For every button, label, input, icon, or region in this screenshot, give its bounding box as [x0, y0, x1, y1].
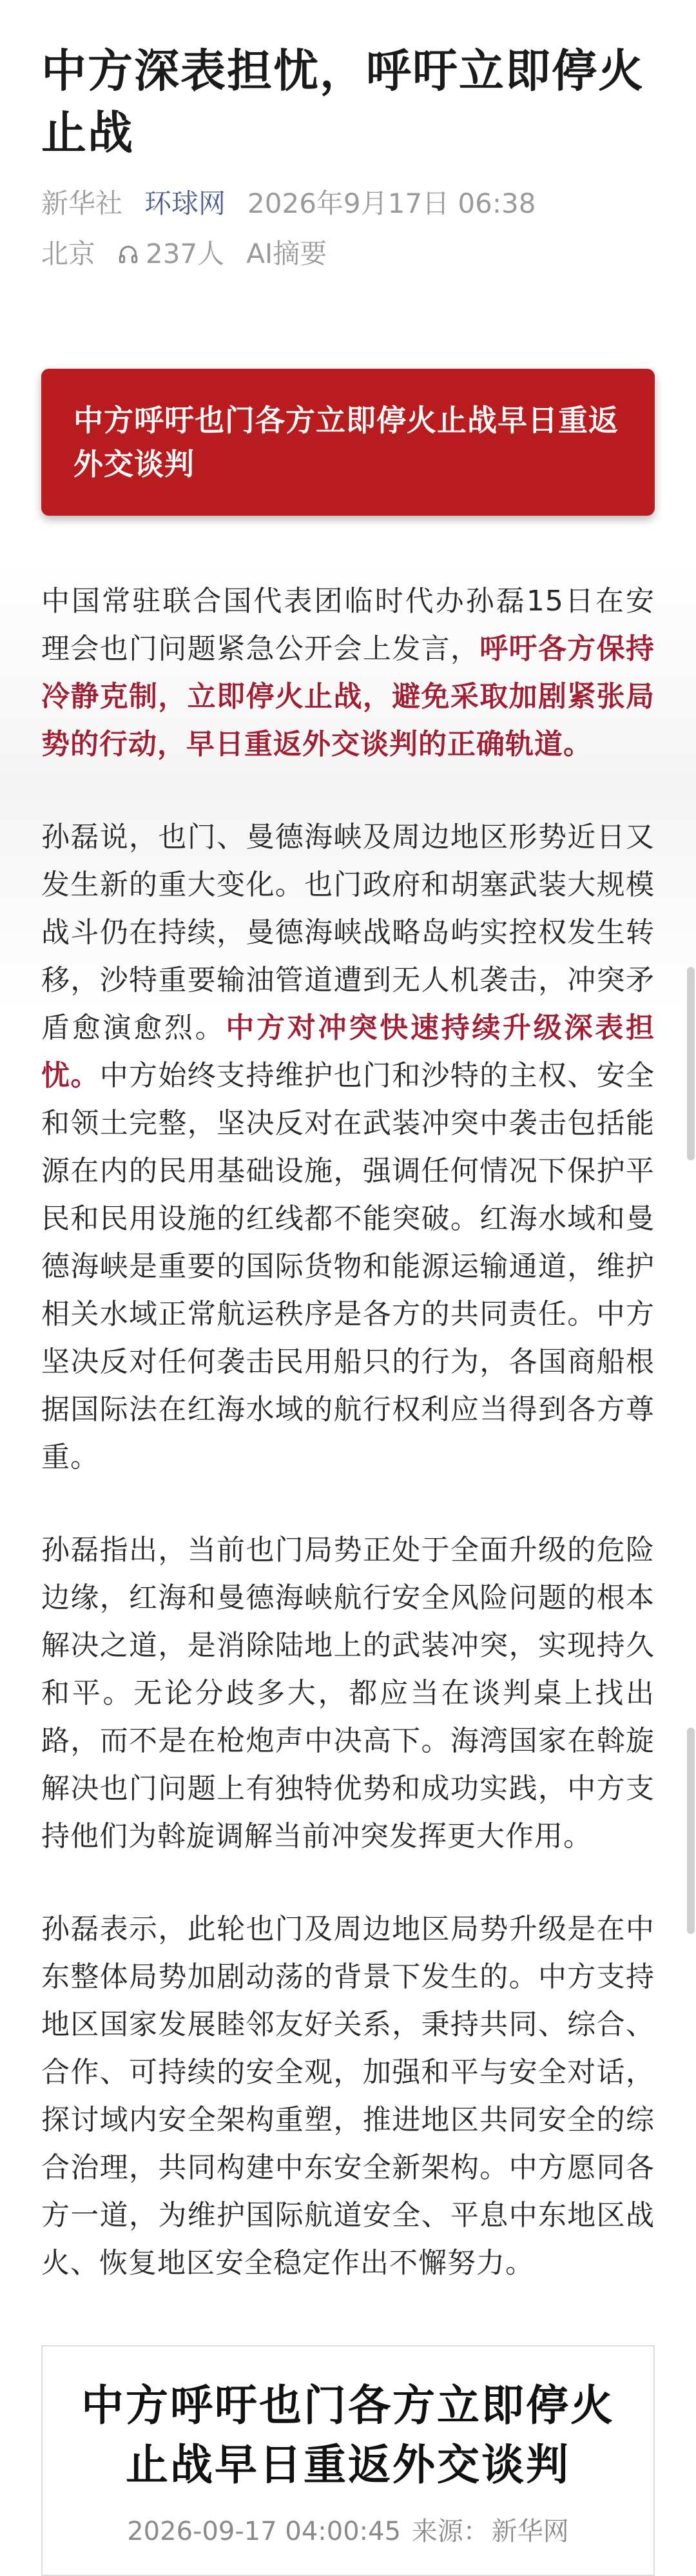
- paragraph-3-text: 孙磊指出，当前也门局势正处于全面升级的危险边缘，红海和曼德海峡航行安全风险问题的根本解决之道，是消除陆地上的武装冲突，实现持久和平。无论分歧多大，都应当在谈判桌上找出路，而不是在枪炮声中决高下。海湾国家在斡旋解决也门问题上有独特优势和成功实践，中方支持他们为斡旋调解当前冲突发挥更大作用。: [41, 1534, 655, 1853]
- paragraph-1-text: 中国常驻联合国代表团临时代办孙磊15日在安理会也门问题紧急公开会上发言，: [41, 585, 655, 665]
- source-xinhua: 新华社: [41, 188, 123, 219]
- related-article-datetime: 2026-09-17 04:00:45: [127, 2517, 401, 2546]
- location: 北京: [41, 238, 96, 269]
- banner-text: 中方呼吁也门各方立即停火止战早日重返外交谈判: [73, 403, 619, 482]
- publish-datetime: 2026年9月17日 06:38: [247, 188, 536, 219]
- paragraph-2-text-b: 中方始终支持维护也门和沙特的主权、安全和领土完整，坚决反对在武装冲突中袭击包括能源在内的民用基础设施，强调任何情况下保护平民和民用设施的红线都不能突破。红海水域和曼德海峡是重要的国际货物和能源运输通道，维护相关水域正常航运秩序是各方的共同责任。中方坚决反对任何袭击民用船只的行为，各国商船根据国际法在红海水域的航行权利应当得到各方尊重。: [41, 1059, 655, 1474]
- article-body: [41, 578, 655, 2287]
- scrollbar-thumb[interactable]: [687, 967, 695, 1160]
- ai-summary-button[interactable]: AI摘要: [246, 238, 327, 269]
- paragraph-2-text-a: 孙磊说，也门、曼德海峡及周边地区形势近日又发生新的重大变化。也门政府和胡塞武装大规模战斗仍在持续，曼德海峡战略岛屿实控权发生转移，沙特重要输油管道遭到无人机袭击，冲突矛盾愈演愈烈。: [41, 821, 655, 1044]
- related-article-meta: [62, 2514, 634, 2549]
- headphones-icon[interactable]: [117, 243, 139, 265]
- listener-count[interactable]: 237人: [146, 238, 225, 269]
- article-title: 中方深表担忧，呼吁立即停火止战: [41, 44, 644, 159]
- scrollbar-thumb-secondary[interactable]: [687, 1728, 695, 1934]
- paragraph-1-highlight: 呼吁各方保持冷静克制，立即停火止战，避免采取加剧紧张局势的行动，早日重返外交谈判的正确轨道。: [41, 632, 655, 761]
- article-meta-sources: [41, 186, 655, 222]
- related-article-title: 中方呼吁也门各方立即停火止战早日重返外交谈判: [81, 2381, 615, 2490]
- paragraph-4-text: 孙磊表示，此轮也门及周边地区局势升级是在中东整体局势加剧动荡的背景下发生的。中方支持地区国家发展睦邻友好关系，秉持共同、综合、合作、可持续的安全观，加强和平与安全对话，探讨域内安全架构重塑，推进地区共同安全的综合治理，共同构建中东安全新架构。中方愿同各方一道，为维护国际航道安全、平息中东地区战火、恢复地区安全稳定作出不懈努力。: [41, 1913, 655, 2279]
- article-meta-extra: [41, 236, 655, 272]
- paragraph-2: [41, 814, 655, 1481]
- paragraph-4: [41, 1906, 655, 2287]
- related-article-card[interactable]: [41, 2345, 655, 2576]
- related-article-source-name: 新华网: [491, 2517, 569, 2546]
- related-article-source-label: 来源：: [411, 2517, 489, 2546]
- headline-banner: [41, 369, 655, 516]
- source-huanqiu-link[interactable]: 环球网: [144, 188, 226, 219]
- paragraph-1: [41, 578, 655, 768]
- paragraph-3: [41, 1527, 655, 1860]
- paragraph-2-highlight: 中方对冲突快速持续升级深表担忧。: [41, 1011, 655, 1092]
